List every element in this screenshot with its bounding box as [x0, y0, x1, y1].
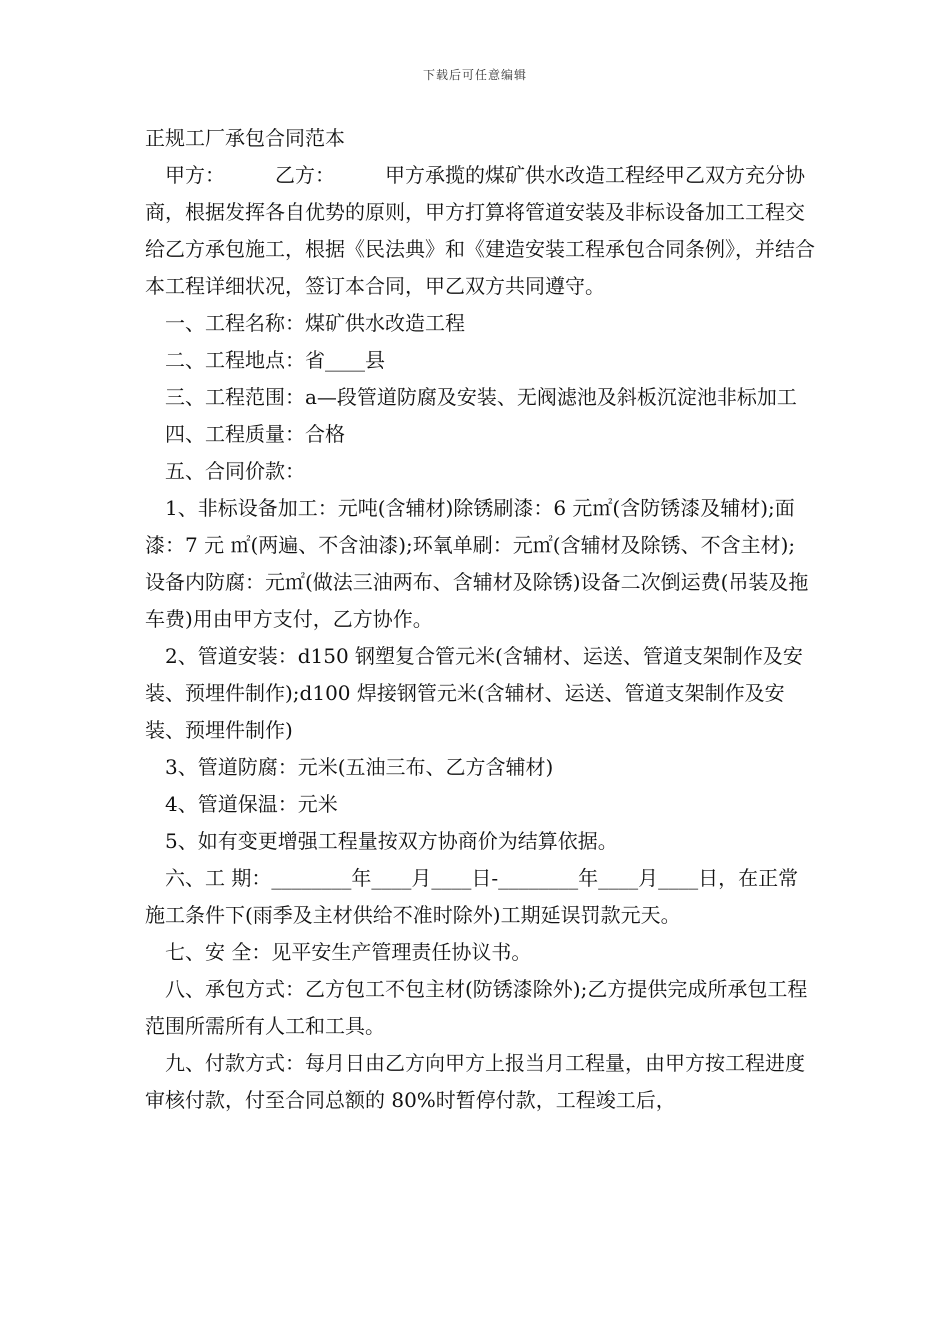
paragraph-project-location: 二、工程地点：省____县 [145, 348, 385, 372]
paragraph-payment: 九、付款方式：每月日由乙方向甲方上报当月工程量，由甲方按工程进度审核付款，付至合同总额的 80%时暂停付款，工程竣工后， [145, 1051, 805, 1112]
paragraph-price-item-1: 1、非标设备加工：元吨(含辅材)除锈刷漆：6 元㎡(含防锈漆及辅材);面漆：7 元 ㎡(两遍、不含油漆);环氧单刷：元㎡(含辅材及除锈、不含主材);设备内防腐：元㎡(做法三油两布、含辅材及除锈)设备二次倒运费(吊装及拖车费)用由甲方支付，乙方协作。 [145, 496, 809, 631]
paragraph-price-item-4: 4、管道保温：元米 [145, 792, 338, 816]
paragraph-contract-method: 八、承包方式：乙方包工不包主材(防锈漆除外);乙方提供完成所承包工程范围所需所有人工和工具。 [145, 977, 808, 1038]
paragraph-contract-price: 五、合同价款： [145, 459, 305, 483]
document-title: 正规工厂承包合同范本 [145, 126, 345, 150]
paragraph-price-item-3: 3、管道防腐：元米(五油三布、乙方含辅材) [145, 755, 554, 779]
paragraph-parties: 甲方： 乙方： 甲方承揽的煤矿供水改造工程经甲乙双方充分协商，根据发挥各自优势的原则，甲方打算将管道安装及非标设备加工工程交给乙方承包施工，根据《民法典》和《建造安装工程承包合同条例》，并结合本工程详细状况，签订本合同，甲乙双方共同遵守。 [145, 163, 815, 298]
paragraph-safety: 七、安 全：见平安生产管理责任协议书。 [145, 940, 532, 964]
paragraph-project-quality: 四、工程质量：合格 [145, 422, 345, 446]
paragraph-schedule: 六、工 期：________年____月____日-________年____月____日，在正常施工条件下(雨季及主材供给不准时除外)工期延误罚款元天。 [145, 866, 799, 927]
paragraph-price-item-2: 2、管道安装：d150 钢塑复合管元米(含辅材、运送、管道支架制作及安装、预埋件制作);d100 焊接钢管元米(含辅材、运送、管道支架制作及安装、预埋件制作) [145, 644, 803, 742]
header-note: 下载后可任意编辑 [422, 68, 527, 82]
paragraph-price-item-5: 5、如有变更增强工程量按双方协商价为结算依据。 [145, 829, 618, 853]
paragraph-project-name: 一、工程名称：煤矿供水改造工程 [145, 311, 465, 335]
document-body [145, 120, 815, 1119]
paragraph-project-scope: 三、工程范围：a—段管道防腐及安装、无阀滤池及斜板沉淀池非标加工 [145, 385, 797, 409]
